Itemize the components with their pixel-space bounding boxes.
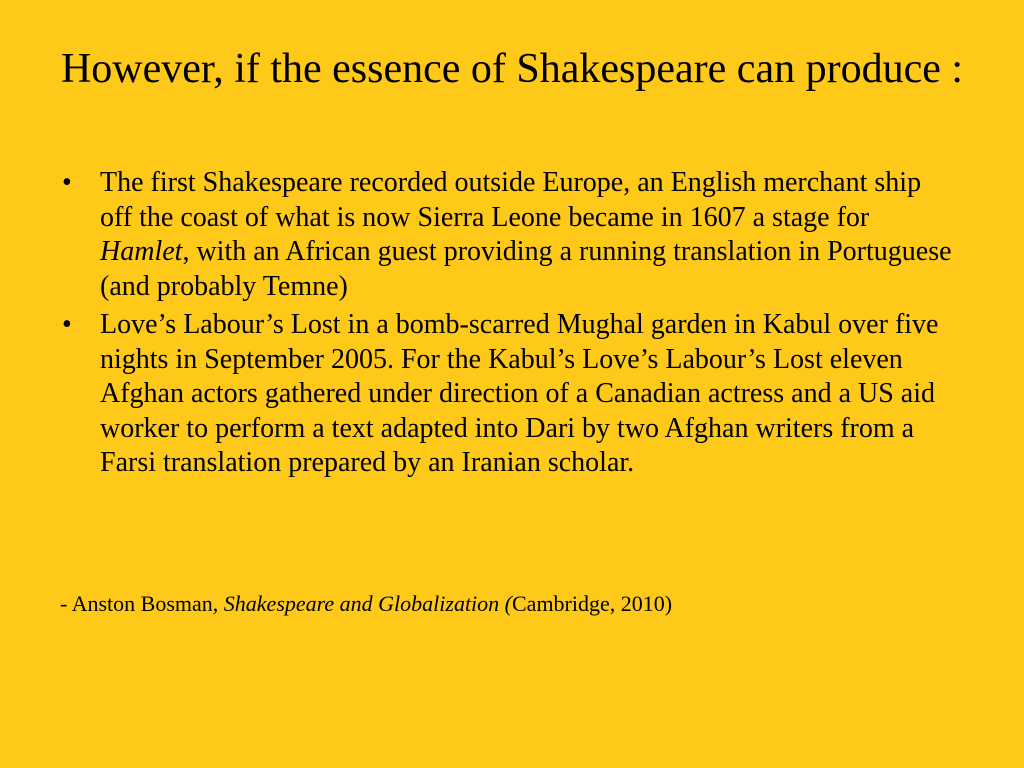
slide-title: However, if the essence of Shakespeare can produce : [60, 46, 964, 92]
bullet-list [60, 166, 960, 485]
bullet-marker: • [62, 167, 72, 198]
bullet-text-end: , with an African guest providing a running translation in Portuguese (and probably Temne) [100, 236, 952, 302]
citation-publisher: Cambridge, 2010) [512, 591, 673, 616]
citation-author: - Anston Bosman, [60, 591, 224, 616]
bullet-text-start: The first Shakespeare recorded outside Europe, an English merchant ship off the coast of what is now Sierra Leone became in 1607 a stage for [100, 167, 922, 233]
bullet-item-kabul-production [60, 308, 960, 481]
citation [60, 590, 672, 618]
citation-book-title: Shakespeare and Globalization ( [223, 591, 512, 616]
bullet-item-shakespeare-outside-europe [60, 166, 960, 304]
play-title-hamlet: Hamlet [100, 236, 183, 267]
bullet-text: Love’s Labour’s Lost in a bomb-scarred Mughal garden in Kabul over five nights in September 2005. For the Kabul’s Love’s Labour’s Lost eleven Afghan actors gathered under direction of a Canadian actress and a US aid worker to perform a text adapted into Dari by two Afghan writers from a Farsi translation prepared by an Iranian scholar. [100, 309, 939, 478]
bullet-marker: • [62, 309, 72, 340]
